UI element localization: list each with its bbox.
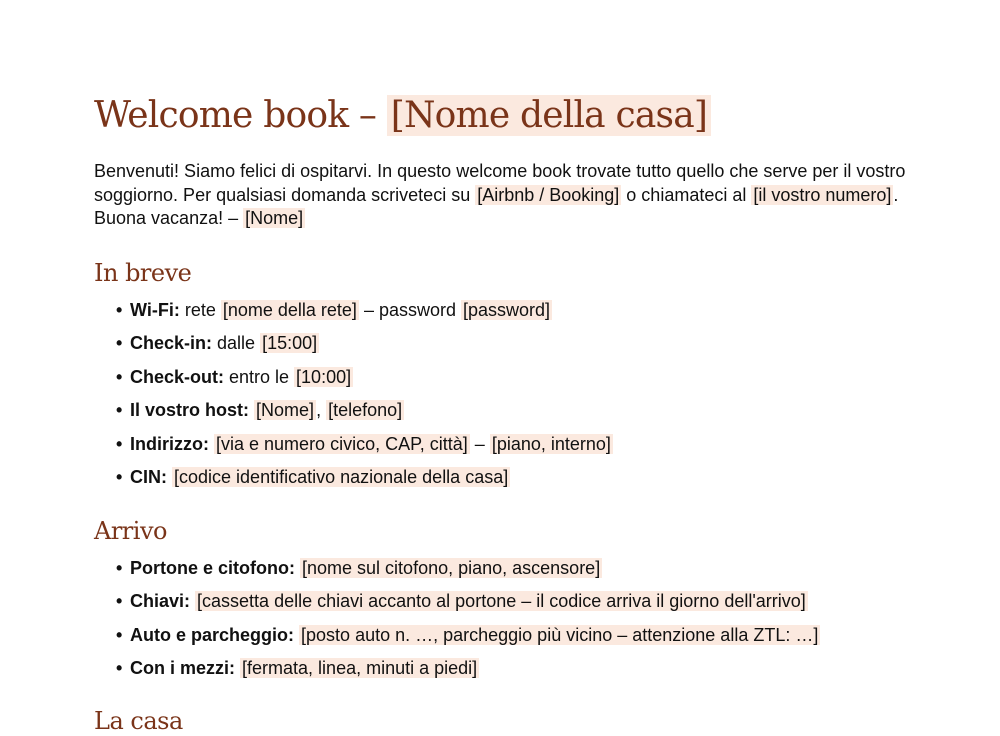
bullet: • <box>116 591 123 612</box>
title-placeholder: [Nome della casa] <box>387 95 711 136</box>
bullet: • <box>116 558 123 578</box>
placeholder-intercom: [nome sul citofono, piano, ascensore] <box>302 558 601 578</box>
list-item-checkin <box>116 327 613 360</box>
item-text: , <box>316 400 327 421</box>
placeholder-host-phone: [telefono] <box>328 400 403 421</box>
intro-text: . Buona vacanza! – <box>94 184 899 228</box>
arrivo-list <box>116 552 820 686</box>
list-item-wifi <box>116 294 613 327</box>
item-label: Wi-Fi: <box>130 300 180 320</box>
placeholder-password: [password] <box>463 300 551 320</box>
page-title <box>94 93 711 139</box>
placeholder-checkin-time: [15:00] <box>262 333 318 354</box>
section-heading-in-breve: In breve <box>94 259 192 287</box>
placeholder-floor: [piano, interno] <box>491 433 611 454</box>
bullet: • <box>116 300 123 320</box>
list-item-address <box>116 428 613 461</box>
list-item-portone <box>116 552 820 585</box>
section-heading-la-casa: La casa <box>94 707 183 735</box>
intro-text: o chiamateci al <box>621 184 752 205</box>
placeholder-network: [nome della rete] <box>222 300 357 320</box>
placeholder-host-name: [Nome] <box>256 400 315 421</box>
list-item-mezzi <box>116 652 820 685</box>
list-item-checkout <box>116 361 613 394</box>
item-label: Portone e citofono: <box>130 558 295 578</box>
item-label: Indirizzo: <box>130 433 209 454</box>
item-label: Il vostro host: <box>130 400 250 421</box>
item-label: Con i mezzi: <box>130 658 236 679</box>
placeholder-cin: [codice identificativo nazionale della casa] <box>174 466 509 487</box>
item-text: rete <box>179 300 221 320</box>
item-text: entro le <box>224 366 295 387</box>
item-text: – <box>469 433 490 454</box>
item-label: Chiavi: <box>130 591 191 612</box>
item-label: Auto e parcheggio: <box>130 624 295 645</box>
item-label: Check-out: <box>130 366 224 387</box>
bullet: • <box>116 433 123 454</box>
bullet: • <box>116 333 123 354</box>
item-text: dalle <box>212 333 261 354</box>
bullet: • <box>116 366 123 387</box>
placeholder-keys: [cassetta delle chiavi accanto al portone – il codice arriva il giorno dell'arrivo] <box>197 591 806 612</box>
placeholder-platform: [Airbnb / Booking] <box>477 184 620 205</box>
bullet: • <box>116 400 123 421</box>
placeholder-phone: [il vostro numero] <box>753 184 892 205</box>
bullet: • <box>116 466 123 487</box>
intro-text: Benvenuti! Siamo felici di ospitarvi. In questo welcome book trovate tutto quello che serve per il vostro soggiorno. Per qualsiasi domanda scriveteci su <box>94 161 906 205</box>
list-item-auto <box>116 619 820 652</box>
placeholder-address: [via e numero civico, CAP, città] <box>216 433 468 454</box>
title-prefix: Welcome book – <box>94 95 387 136</box>
item-text: – password <box>358 300 461 320</box>
placeholder-checkout-time: [10:00] <box>296 366 352 387</box>
intro-paragraph <box>94 160 914 231</box>
placeholder-transit: [fermata, linea, minuti a piedi] <box>242 658 478 679</box>
list-item-chiavi <box>116 585 820 618</box>
section-heading-arrivo: Arrivo <box>94 517 167 545</box>
in-breve-list <box>116 294 613 494</box>
bullet: • <box>116 658 123 679</box>
list-item-host <box>116 394 613 427</box>
list-item-cin <box>116 461 613 494</box>
placeholder-name: [Nome] <box>245 208 304 228</box>
bullet: • <box>116 624 123 645</box>
item-label: Check-in: <box>130 333 213 354</box>
placeholder-parking: [posto auto n. …, parcheggio più vicino – attenzione alla ZTL: …] <box>301 624 819 645</box>
item-label: CIN: <box>130 466 167 487</box>
